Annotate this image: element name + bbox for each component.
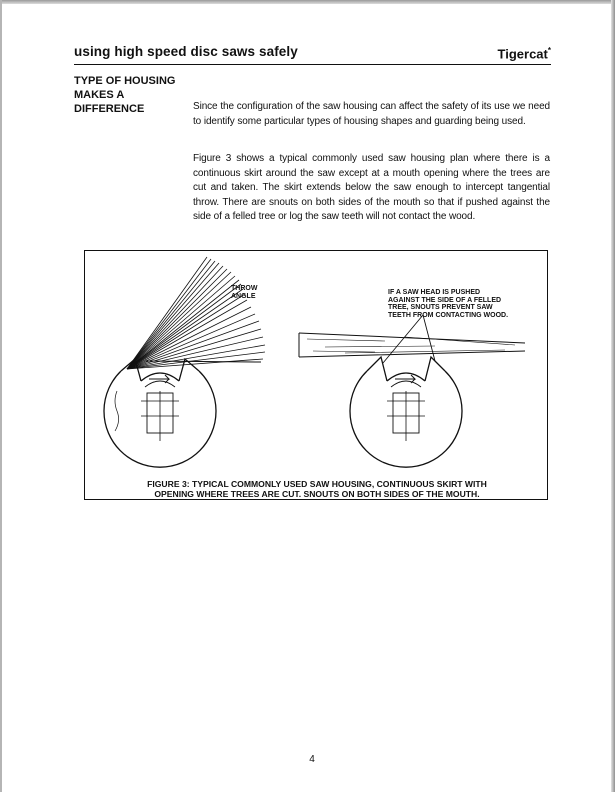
viewer-frame-right <box>611 0 615 792</box>
section-heading <box>74 74 199 116</box>
throw-angle-label <box>231 285 271 300</box>
viewer-frame-left <box>0 0 2 792</box>
throw-fan-lines <box>127 257 265 369</box>
label-line: THROW <box>231 285 258 292</box>
label-line: ANGLE <box>231 292 256 300</box>
document-title: using high speed disc saws safely <box>74 44 298 59</box>
figure-caption <box>95 479 539 499</box>
label-line: TREE, SNOUTS PREVENT SAW <box>388 304 493 311</box>
brand-text: Tigercat <box>497 46 548 62</box>
viewer-frame-top <box>0 0 615 4</box>
label-line: TEETH FROM CONTACTING WOOD. <box>388 311 509 319</box>
body-paragraph-figure-description: Figure 3 shows a typical commonly used saw housing plan where there is a continuous skirt around the saw except at a mouth opening where the trees are cut and taken. The skirt extends below the saw enough to intercept tangential throw. There are snouts on both sides of the mouth so that if pushed against the side of a felled tree or log the saw teeth will not contact the wood. <box>193 153 550 223</box>
snout-note-label <box>388 289 538 319</box>
heading-line: MAKES A <box>74 89 125 101</box>
body-paragraph-housing-configuration: Since the configuration of the saw housing can affect the safety of its use we need to identify some particular types of housing shapes and guarding being used. <box>193 101 550 127</box>
log <box>299 333 525 357</box>
heading-line: TYPE OF HOUSING <box>74 75 176 87</box>
label-line: AGAINST THE SIDE OF A FELLED <box>388 296 502 304</box>
page-header <box>74 44 551 65</box>
right-saw-housing <box>350 357 462 467</box>
label-line: IF A SAW HEAD IS PUSHED <box>388 289 481 296</box>
heading-line: DIFFERENCE <box>74 103 145 115</box>
brand-name <box>498 46 551 61</box>
caption-line: OPENING WHERE TREES ARE CUT. SNOUTS ON BOTH SIDES OF THE MOUTH. <box>154 489 480 499</box>
brand-mark: * <box>547 46 551 55</box>
left-saw-housing <box>104 359 216 467</box>
caption-line: FIGURE 3: TYPICAL COMMONLY USED SAW HOUSING, CONTINUOUS SKIRT WITH <box>147 479 487 489</box>
figure-3 <box>84 250 548 500</box>
page-number: 4 <box>309 754 315 765</box>
throw-tangent-line <box>145 361 261 362</box>
